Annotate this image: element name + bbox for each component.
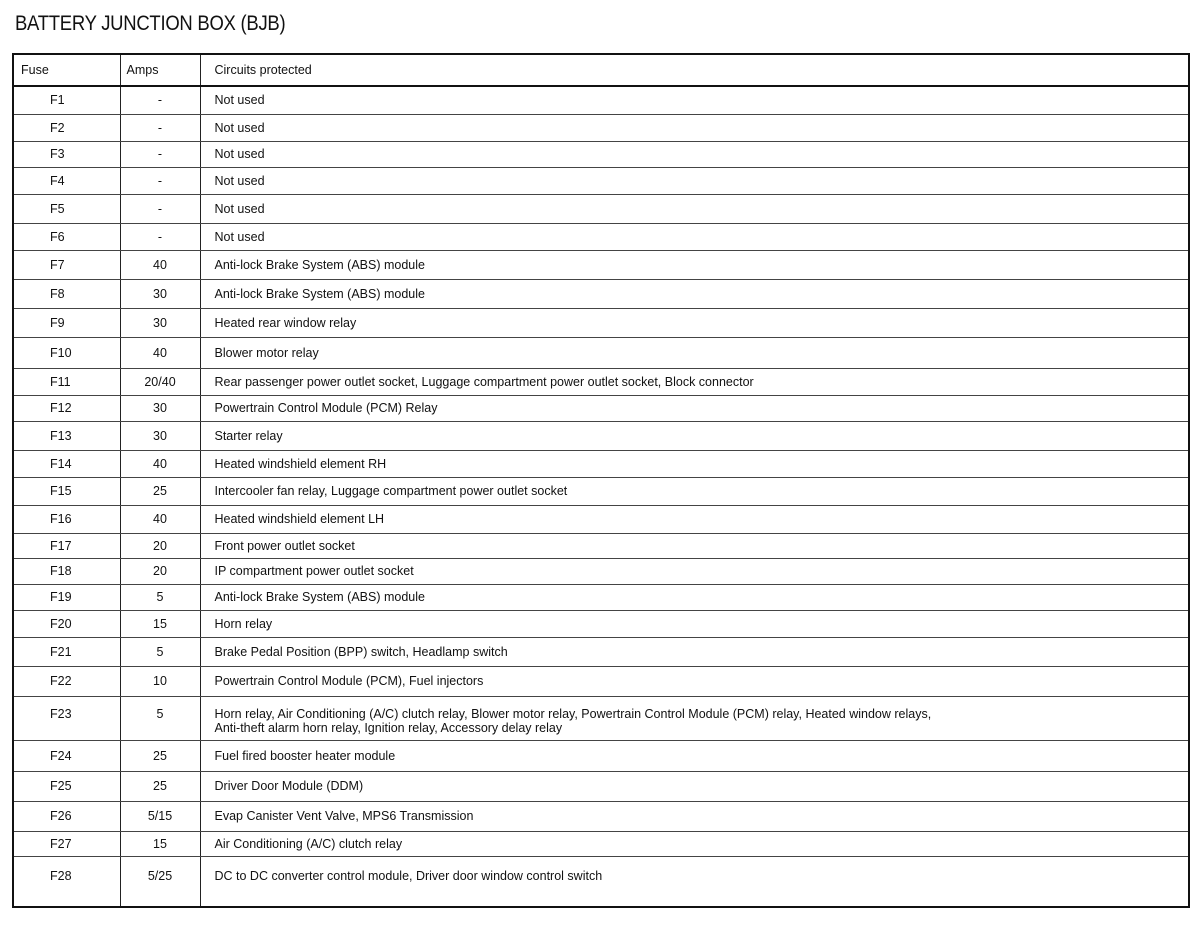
circuit-text: Brake Pedal Position (BPP) switch, Headlamp switch: [214, 644, 508, 659]
circuit-text: Anti-theft alarm horn relay, Ignition relay, Accessory delay relay: [214, 720, 563, 735]
fuse-cell: F6: [13, 223, 120, 250]
amps-cell: -: [120, 194, 200, 223]
amps-cell: 40: [120, 505, 200, 533]
column-header-circuits: Circuits protected: [200, 54, 1189, 86]
table-row: [13, 194, 1189, 223]
fuse-cell: F16: [13, 505, 120, 533]
circuits-cell: [200, 421, 1189, 450]
circuit-text: Rear passenger power outlet socket, Luggage compartment power outlet socket, Block connector: [214, 374, 754, 389]
circuit-text: DC to DC converter control module, Driver door window control switch: [214, 868, 603, 883]
circuits-cell: [200, 368, 1189, 395]
amps-cell: 20: [120, 558, 200, 584]
column-header-fuse: Fuse: [13, 54, 120, 86]
circuit-text: Evap Canister Vent Valve, MPS6 Transmission: [214, 809, 474, 823]
table-row: [13, 610, 1189, 637]
fuse-cell: F9: [13, 308, 120, 337]
fuse-cell: F14: [13, 450, 120, 477]
circuit-text: Starter relay: [214, 428, 283, 443]
fuse-cell: F5: [13, 194, 120, 223]
circuits-cell: [200, 831, 1189, 856]
fuse-cell: F4: [13, 167, 120, 194]
circuits-cell: [200, 308, 1189, 337]
table-row: [13, 279, 1189, 308]
table-body: [13, 86, 1189, 907]
amps-cell: 5/25: [120, 856, 200, 907]
amps-cell: 30: [120, 279, 200, 308]
circuit-text: Blower motor relay: [214, 345, 319, 360]
table-row: [13, 533, 1189, 558]
circuit-text: Not used: [214, 93, 265, 108]
circuits-cell: [200, 167, 1189, 194]
amps-cell: 25: [120, 740, 200, 771]
circuit-text: Front power outlet socket: [214, 538, 355, 553]
fuse-cell: F11: [13, 368, 120, 395]
circuits-cell: [200, 141, 1189, 167]
circuit-text: Intercooler fan relay, Luggage compartment power outlet socket: [214, 484, 568, 498]
table-row: [13, 86, 1189, 114]
circuits-cell: [200, 114, 1189, 141]
amps-cell: 40: [120, 250, 200, 279]
circuits-cell: [200, 666, 1189, 696]
fuse-cell: F20: [13, 610, 120, 637]
circuits-cell: [200, 450, 1189, 477]
table-row: [13, 223, 1189, 250]
circuit-text: Powertrain Control Module (PCM) Relay: [214, 401, 438, 415]
circuits-cell: [200, 696, 1189, 740]
circuit-text: Heated windshield element LH: [214, 512, 385, 526]
amps-cell: 5: [120, 696, 200, 740]
circuit-text: Not used: [214, 120, 265, 135]
fuse-cell: F22: [13, 666, 120, 696]
amps-cell: -: [120, 114, 200, 141]
circuit-text: Fuel fired booster heater module: [214, 748, 396, 763]
table-row: [13, 114, 1189, 141]
fuse-cell: F2: [13, 114, 120, 141]
table-row: [13, 505, 1189, 533]
circuits-cell: [200, 477, 1189, 505]
table-row: [13, 696, 1189, 740]
table-row: [13, 637, 1189, 666]
circuit-text: Not used: [214, 173, 265, 188]
header-row: [13, 54, 1189, 86]
amps-cell: -: [120, 167, 200, 194]
circuits-cell: [200, 337, 1189, 368]
circuit-text: Horn relay, Air Conditioning (A/C) clutch relay, Blower motor relay, Powertrain Control Module (PCM) relay, Heated window relays,: [214, 706, 932, 721]
amps-cell: 5: [120, 584, 200, 610]
amps-cell: 5: [120, 637, 200, 666]
circuits-cell: [200, 194, 1189, 223]
amps-cell: -: [120, 223, 200, 250]
table-row: [13, 421, 1189, 450]
circuits-cell: [200, 505, 1189, 533]
circuit-text: Air Conditioning (A/C) clutch relay: [214, 836, 403, 851]
circuit-text: Not used: [214, 147, 265, 161]
fuse-cell: F28: [13, 856, 120, 907]
fuse-cell: F21: [13, 637, 120, 666]
circuit-text: Anti-lock Brake System (ABS) module: [214, 590, 425, 604]
table-row: [13, 558, 1189, 584]
amps-cell: 20/40: [120, 368, 200, 395]
amps-cell: -: [120, 86, 200, 114]
column-header-amps: Amps: [120, 54, 200, 86]
table-row: [13, 450, 1189, 477]
circuits-cell: [200, 637, 1189, 666]
table-header: [13, 54, 1189, 86]
page-title: BATTERY JUNCTION BOX (BJB): [15, 12, 286, 35]
amps-cell: 40: [120, 337, 200, 368]
circuit-text: Powertrain Control Module (PCM), Fuel injectors: [214, 674, 484, 688]
table-row: [13, 395, 1189, 421]
table-row: [13, 477, 1189, 505]
circuits-cell: [200, 740, 1189, 771]
circuit-text: Driver Door Module (DDM): [214, 779, 364, 793]
fuse-cell: F15: [13, 477, 120, 505]
circuit-text: Not used: [214, 201, 265, 216]
fuse-cell: F8: [13, 279, 120, 308]
table-row: [13, 801, 1189, 831]
table-row: [13, 666, 1189, 696]
circuits-cell: [200, 395, 1189, 421]
circuits-cell: [200, 610, 1189, 637]
fuse-cell: F25: [13, 771, 120, 801]
amps-cell: 30: [120, 395, 200, 421]
circuit-text: IP compartment power outlet socket: [214, 564, 414, 578]
circuit-text: Heated windshield element RH: [214, 456, 387, 471]
table-row: [13, 831, 1189, 856]
amps-cell: 10: [120, 666, 200, 696]
table-row: [13, 584, 1189, 610]
table-row: [13, 771, 1189, 801]
amps-cell: -: [120, 141, 200, 167]
fuse-cell: F19: [13, 584, 120, 610]
fuse-cell: F18: [13, 558, 120, 584]
amps-cell: 15: [120, 610, 200, 637]
fuse-cell: F1: [13, 86, 120, 114]
table-row: [13, 740, 1189, 771]
circuits-cell: [200, 250, 1189, 279]
circuits-cell: [200, 558, 1189, 584]
table-row: [13, 141, 1189, 167]
table-row: [13, 308, 1189, 337]
circuit-text: Anti-lock Brake System (ABS) module: [214, 257, 425, 272]
table-row: [13, 337, 1189, 368]
fuse-cell: F13: [13, 421, 120, 450]
fuse-cell: F3: [13, 141, 120, 167]
fuse-table: [12, 53, 1190, 908]
fuse-cell: F23: [13, 696, 120, 740]
circuits-cell: [200, 771, 1189, 801]
circuits-cell: [200, 86, 1189, 114]
fuse-cell: F10: [13, 337, 120, 368]
fuse-cell: F27: [13, 831, 120, 856]
table-row: [13, 368, 1189, 395]
amps-cell: 30: [120, 421, 200, 450]
table-row: [13, 856, 1189, 907]
amps-cell: 15: [120, 831, 200, 856]
circuits-cell: [200, 223, 1189, 250]
amps-cell: 5/15: [120, 801, 200, 831]
fuse-cell: F7: [13, 250, 120, 279]
circuit-text: Horn relay: [214, 616, 273, 631]
circuit-text: Heated rear window relay: [214, 315, 357, 330]
fuse-cell: F24: [13, 740, 120, 771]
circuit-text: Anti-lock Brake System (ABS) module: [214, 286, 425, 301]
circuit-text: Not used: [214, 229, 265, 244]
fuse-cell: F26: [13, 801, 120, 831]
fuse-cell: F12: [13, 395, 120, 421]
circuits-cell: [200, 584, 1189, 610]
table-row: [13, 167, 1189, 194]
circuits-cell: [200, 279, 1189, 308]
circuits-cell: [200, 856, 1189, 907]
circuits-cell: [200, 801, 1189, 831]
fuse-cell: F17: [13, 533, 120, 558]
amps-cell: 20: [120, 533, 200, 558]
table-row: [13, 250, 1189, 279]
amps-cell: 40: [120, 450, 200, 477]
amps-cell: 30: [120, 308, 200, 337]
amps-cell: 25: [120, 477, 200, 505]
amps-cell: 25: [120, 771, 200, 801]
circuits-cell: [200, 533, 1189, 558]
